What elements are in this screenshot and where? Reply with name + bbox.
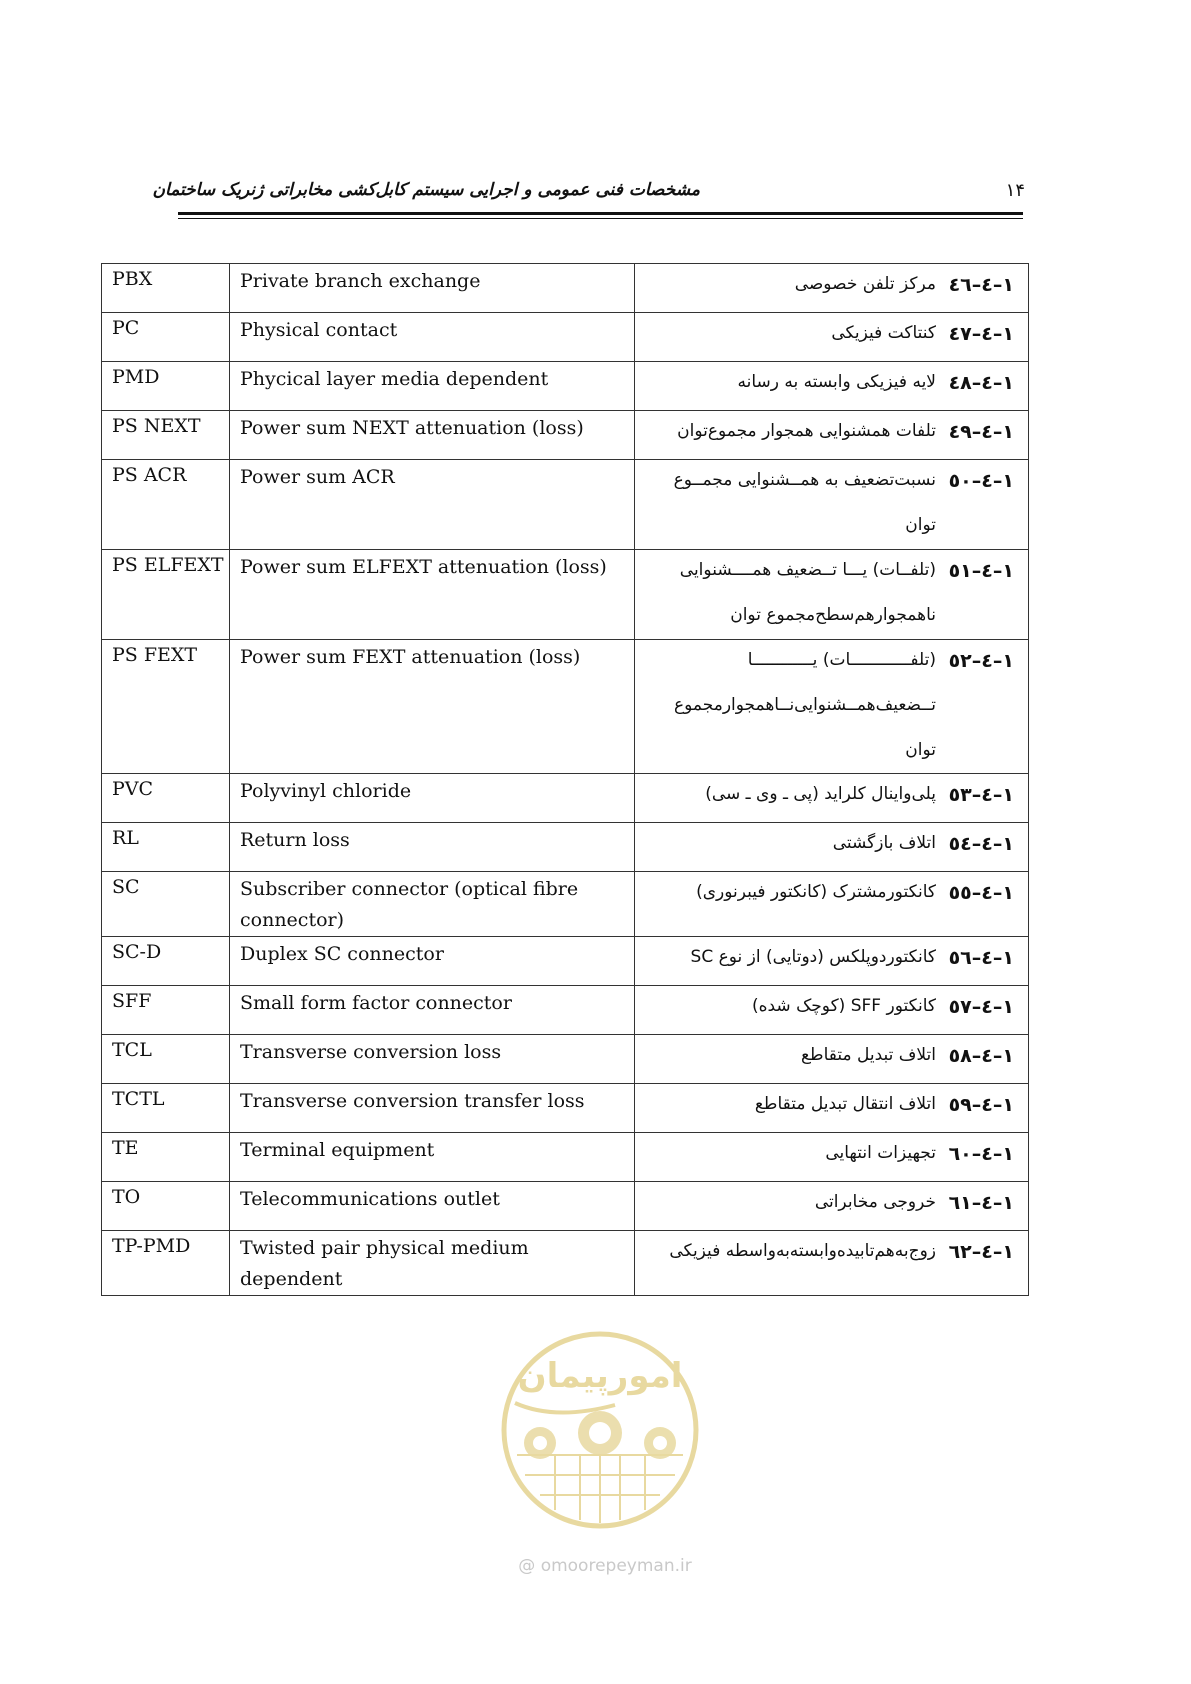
persian-term-cell: [635, 460, 1029, 550]
table-row: [102, 1182, 1029, 1231]
persian-term-cell: [635, 1182, 1029, 1231]
abbr-cell: PS FEXT: [102, 640, 230, 774]
term-number: ۱–٤–٤٩: [948, 421, 1014, 443]
term-number: ۱–٤–٥٧: [948, 996, 1014, 1018]
persian-term-cell: [635, 264, 1029, 313]
table-row: [102, 313, 1029, 362]
english-term-cell: Duplex SC connector: [230, 937, 635, 986]
abbr-cell: PS ACR: [102, 460, 230, 550]
persian-term: کانکتورمشترک (کانکتور فیبرنوری): [696, 882, 936, 902]
english-term-cell: Power sum NEXT attenuation (loss): [230, 411, 635, 460]
table-row: [102, 550, 1029, 640]
persian-term-cell: [635, 823, 1029, 872]
persian-term: زوج‌به‌هم‌تابیده‌وابسته‌به‌واسطه فیزیکی: [669, 1241, 936, 1261]
term-number: ۱–٤–٤٨: [948, 372, 1014, 394]
table-row: [102, 264, 1029, 313]
term-number: ۱–٤–٥٠: [948, 470, 1014, 492]
abbr-cell: RL: [102, 823, 230, 872]
persian-term: تلفات همشنوایی همجوار مجموع‌توان: [677, 421, 936, 441]
abbr-cell: SC: [102, 872, 230, 937]
table-row: [102, 872, 1029, 937]
term-number: ۱–٤–٥٢: [948, 650, 1014, 672]
persian-term: مرکز تلفن خصوصی: [794, 274, 936, 294]
persian-term: کانکتوردوپلکس (دوتایی) از نوع SC: [690, 947, 936, 967]
term-number: ۱–٤–٥٨: [948, 1045, 1014, 1067]
persian-term: نسبت‌تضعیف به همــشنوایی مجمــوع توان: [673, 470, 936, 535]
table-row: [102, 774, 1029, 823]
english-term-cell: Power sum ELFEXT attenuation (loss): [230, 550, 635, 640]
persian-term-cell: [635, 362, 1029, 411]
persian-term-cell: [635, 1133, 1029, 1182]
watermark-url: @ omoorepeyman.ir: [518, 1556, 692, 1576]
english-term-cell: Transverse conversion transfer loss: [230, 1084, 635, 1133]
persian-term-cell: [635, 550, 1029, 640]
persian-term: کانکتور SFF (کوچک شده): [751, 996, 936, 1016]
table-row: [102, 362, 1029, 411]
persian-term: خروجی مخابراتی: [814, 1192, 936, 1212]
term-number: ۱–٤–٤٦: [948, 274, 1014, 296]
table-row: [102, 460, 1029, 550]
abbr-cell: SFF: [102, 986, 230, 1035]
persian-term: پلی‌واینال کلراید (پی ـ وی ـ سی): [705, 784, 936, 804]
abbr-cell: PS ELFEXT: [102, 550, 230, 640]
table-row: [102, 1084, 1029, 1133]
table-row: [102, 640, 1029, 774]
abbr-cell: PS NEXT: [102, 411, 230, 460]
persian-term-cell: [635, 1035, 1029, 1084]
english-term-cell: Polyvinyl chloride: [230, 774, 635, 823]
term-number: ۱–٤–٥٩: [948, 1094, 1014, 1116]
term-number: ۱–٤–٦٢: [948, 1241, 1014, 1263]
english-term-cell: Phycical layer media dependent: [230, 362, 635, 411]
persian-term: اتلاف انتقال تبدیل متقاطع: [754, 1094, 936, 1114]
abbr-cell: TCL: [102, 1035, 230, 1084]
table-row: [102, 411, 1029, 460]
page-number: ۱۴: [1005, 180, 1025, 201]
table-row: [102, 1133, 1029, 1182]
watermark-logo: [495, 1325, 705, 1530]
persian-term-cell: [635, 1084, 1029, 1133]
term-number: ۱–٤–٥٣: [948, 784, 1014, 806]
english-term-cell: Power sum ACR: [230, 460, 635, 550]
term-number: ۱–٤–٥٥: [948, 882, 1014, 904]
persian-term: لایه فیزیکی وابسته به رسانه: [737, 372, 936, 392]
term-number: ۱–٤–٦١: [948, 1192, 1014, 1214]
persian-term-cell: [635, 986, 1029, 1035]
watermark-logo-text: امورپیمان: [517, 1356, 683, 1396]
table-row: [102, 823, 1029, 872]
abbr-cell: TE: [102, 1133, 230, 1182]
english-term-cell: Terminal equipment: [230, 1133, 635, 1182]
persian-term-cell: [635, 313, 1029, 362]
english-term-cell: Private branch exchange: [230, 264, 635, 313]
term-number: ۱–٤–٦٠: [948, 1143, 1014, 1165]
persian-term: تجهیزات انتهایی: [825, 1143, 936, 1163]
abbr-cell: TO: [102, 1182, 230, 1231]
abbr-cell: TCTL: [102, 1084, 230, 1133]
table-row: [102, 986, 1029, 1035]
table-row: [102, 937, 1029, 986]
persian-term-cell: [635, 872, 1029, 937]
english-term-cell: Twisted pair physical medium dependent: [230, 1231, 635, 1296]
english-term-cell: Return loss: [230, 823, 635, 872]
english-term-cell: Telecommunications outlet: [230, 1182, 635, 1231]
english-term-cell: Small form factor connector: [230, 986, 635, 1035]
header-rule-thick: [178, 212, 1023, 215]
term-number: ۱–٤–٤٧: [948, 323, 1014, 345]
abbr-cell: PC: [102, 313, 230, 362]
abbr-cell: PBX: [102, 264, 230, 313]
term-number: ۱–٤–٥٤: [948, 833, 1014, 855]
persian-term: (تلفــات) یـــا تــضعیف همــــشنوایی ناهمجوارهم‌سطح‌مجموع توان: [679, 560, 936, 625]
term-number: ۱–٤–٥١: [948, 560, 1014, 582]
english-term-cell: Physical contact: [230, 313, 635, 362]
header-rule-thin: [178, 218, 1023, 219]
persian-term: اتلاف تبدیل متقاطع: [800, 1045, 936, 1065]
table-row: [102, 1231, 1029, 1296]
abbr-cell: PMD: [102, 362, 230, 411]
page-header-title: مشخصات فنی عمومی و اجرایی سیستم کابل‌کشی مخابراتی ژنریک ساختمان: [152, 180, 700, 200]
watermark-url-text: omoorepeyman.ir: [540, 1556, 692, 1576]
abbr-cell: PVC: [102, 774, 230, 823]
english-term-cell: Power sum FEXT attenuation (loss): [230, 640, 635, 774]
persian-term: کنتاکت فیزیکی: [831, 323, 936, 343]
abbr-cell: SC-D: [102, 937, 230, 986]
english-term-cell: Subscriber connector (optical fibre connector): [230, 872, 635, 937]
english-term-cell: Transverse conversion loss: [230, 1035, 635, 1084]
persian-term-cell: [635, 640, 1029, 774]
persian-term-cell: [635, 937, 1029, 986]
persian-term: اتلاف بازگشتی: [832, 833, 936, 853]
term-number: ۱–٤–٥٦: [948, 947, 1014, 969]
persian-term: (تلفــــــــــــات) یــــــــــــا تــضعیف‌همــشنوایی‌نــاهمجوارمجموع توان: [673, 650, 936, 760]
abbr-cell: TP-PMD: [102, 1231, 230, 1296]
persian-term-cell: [635, 1231, 1029, 1296]
table-row: [102, 1035, 1029, 1084]
abbreviations-table: [101, 263, 1029, 1296]
persian-term-cell: [635, 411, 1029, 460]
persian-term-cell: [635, 774, 1029, 823]
